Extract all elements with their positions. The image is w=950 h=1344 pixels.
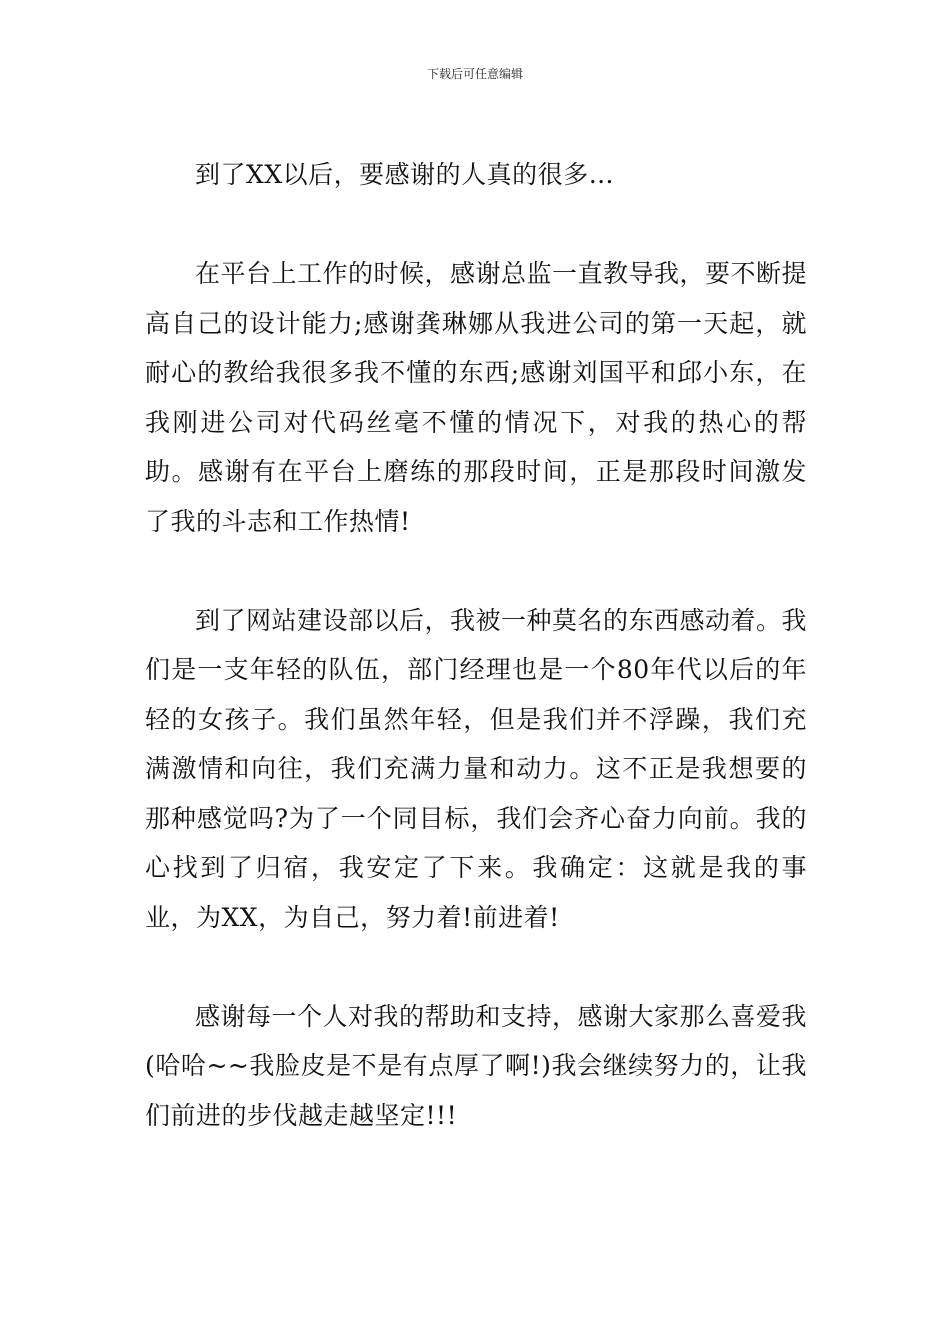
paragraph-platform-thanks: 在平台上工作的时候，感谢总监一直教导我，要不断提高自己的设计能力;感谢龚琳娜从我进公司的第一天起，就耐心的教给我很多我不懂的东西;感谢刘国平和邱小东，在我刚进公司对代码丝毫不懂的情况下，对我的热心的帮助。感谢有在平台上磨练的那段时间，正是那段时间激发了我的斗志和工作热情! xyxy=(145,259,808,536)
document-body xyxy=(145,150,807,1140)
paragraph-website-department: 到了网站建设部以后，我被一种莫名的东西感动着。我们是一支年轻的队伍，部门经理也是一个80年代以后的年轻的女孩子。我们虽然年轻，但是我们并不浮躁，我们充满激情和向往，我们充满力量和动力。这不正是我想要的那种感觉吗?为了一个同目标，我们会齐心奋力向前。我的心找到了归宿，我安定了下来。我确定：这就是我的事业，为XX，为自己，努力着!前进着! xyxy=(145,605,808,932)
paragraph-closing-thanks: 感谢每一个人对我的帮助和支持，感谢大家那么喜爱我(哈哈~~我脸皮是不是有点厚了啊!)我会继续努力的，让我们前进的步伐越走越坚定!!! xyxy=(145,1001,808,1130)
paragraph-intro: 到了XX以后，要感谢的人真的很多… xyxy=(195,160,615,189)
header-note: 下载后可任意编辑 xyxy=(426,67,523,81)
